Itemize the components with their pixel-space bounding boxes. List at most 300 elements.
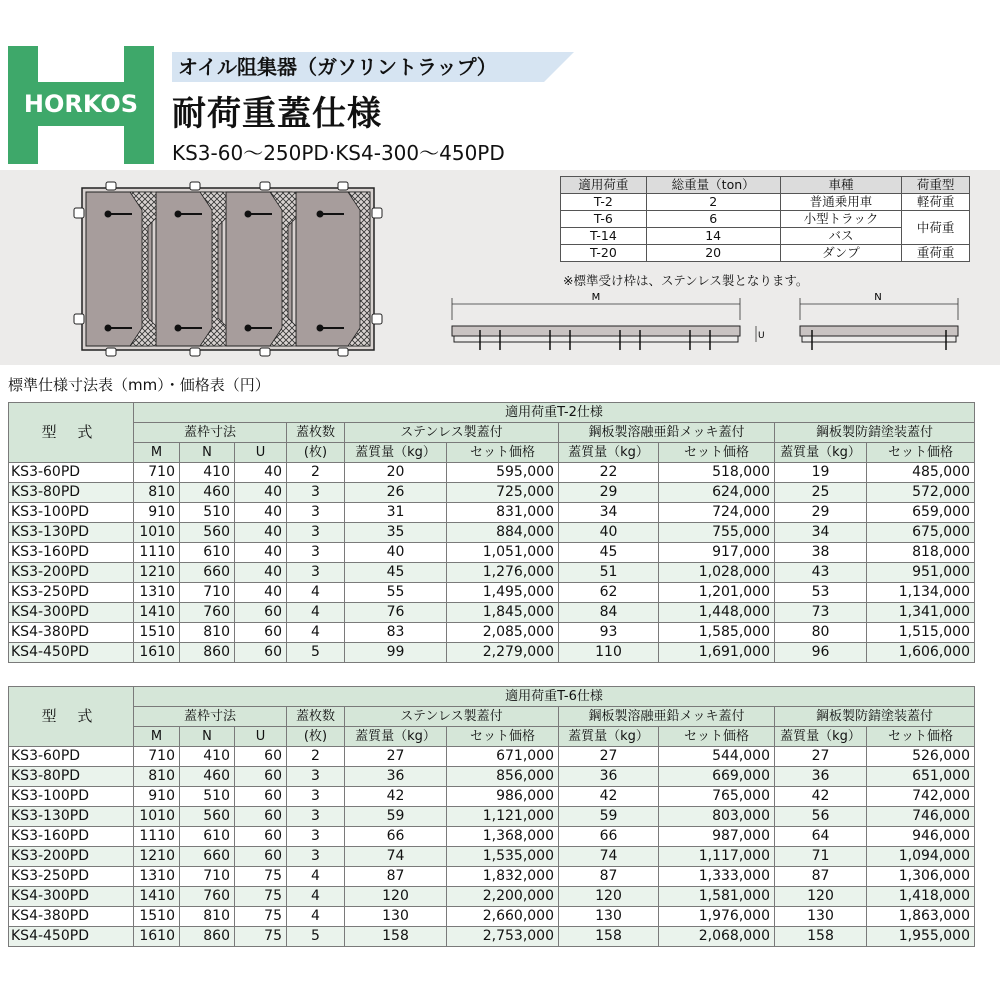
set-price-header: セット価格 [447, 727, 559, 747]
vehicle-cell: バス [780, 228, 902, 245]
galvanized-weight-cell: 158 [559, 927, 659, 947]
painted-weight-cell: 158 [775, 927, 867, 947]
painted-price-cell: 1,418,000 [867, 887, 975, 907]
painted-weight-cell: 87 [775, 867, 867, 887]
painted-price-cell: 675,000 [867, 523, 975, 543]
dim-u-cell: 75 [235, 867, 287, 887]
frame-note: ※標準受け枠は、ステンレス製となります。 [563, 273, 809, 288]
table-row [9, 927, 975, 947]
stainless-weight-cell: 55 [345, 583, 447, 603]
dim-u-cell: 40 [235, 523, 287, 543]
stainless-price-cell: 2,753,000 [447, 927, 559, 947]
logo-text: HORKOS [23, 90, 139, 118]
cover-count-cell: 4 [287, 907, 345, 927]
section-label: 標準仕様寸法表（mm）・価格表（円） [8, 376, 270, 394]
dim-m-cell: 1010 [134, 807, 180, 827]
table-row [9, 767, 975, 787]
stainless-price-cell: 884,000 [447, 523, 559, 543]
stainless-price-cell: 671,000 [447, 747, 559, 767]
model-cell: KS3-60PD [9, 747, 134, 767]
stainless-price-cell: 1,495,000 [447, 583, 559, 603]
stainless-price-cell: 725,000 [447, 483, 559, 503]
spec-table-t2 [8, 402, 975, 663]
model-cell: KS4-300PD [9, 887, 134, 907]
dim-n-cell: 760 [180, 603, 235, 623]
stainless-price-cell: 1,845,000 [447, 603, 559, 623]
stainless-price-cell: 2,660,000 [447, 907, 559, 927]
dim-m-cell: 1510 [134, 907, 180, 927]
dim-u-cell: 60 [235, 643, 287, 663]
painted-weight-cell: 130 [775, 907, 867, 927]
stainless-weight-cell: 158 [345, 927, 447, 947]
cover-panels [86, 192, 370, 346]
dim-n-cell: 460 [180, 483, 235, 503]
table-row [9, 543, 975, 563]
table-row [9, 463, 975, 483]
galvanized-weight-cell: 40 [559, 523, 659, 543]
dim-m-cell: 710 [134, 463, 180, 483]
weight-header: 総重量（ton） [646, 177, 780, 194]
dim-m-cell: 1410 [134, 887, 180, 907]
set-price-header: セット価格 [659, 443, 775, 463]
load-header: 適用荷重 [561, 177, 647, 194]
dim-m-cell: 710 [134, 747, 180, 767]
galvanized-price-cell: 803,000 [659, 807, 775, 827]
load-cell: T-14 [561, 228, 647, 245]
frame-dims-header: 蓋枠寸法 [134, 423, 287, 443]
cover-count-cell: 3 [287, 827, 345, 847]
painted-weight-cell: 29 [775, 503, 867, 523]
dim-u-cell: 75 [235, 927, 287, 947]
dim-m-cell: 1210 [134, 563, 180, 583]
galvanized-price-cell: 1,201,000 [659, 583, 775, 603]
weight-cell: 6 [646, 211, 780, 228]
galvanized-price-cell: 1,333,000 [659, 867, 775, 887]
dim-n-cell: 660 [180, 563, 235, 583]
vehicle-cell: 普通乗用車 [780, 194, 902, 211]
lid-weight-header: 蓋質量（kg） [559, 443, 659, 463]
horkos-logo [8, 46, 154, 164]
page-subtitle: オイル阻集器（ガソリントラップ） [178, 55, 497, 79]
painted-weight-cell: 73 [775, 603, 867, 623]
dim-m-cell: 1110 [134, 543, 180, 563]
painted-price-cell: 818,000 [867, 543, 975, 563]
galvanized-weight-cell: 27 [559, 747, 659, 767]
stainless-price-cell: 595,000 [447, 463, 559, 483]
dim-n-cell: 410 [180, 747, 235, 767]
galvanized-weight-cell: 87 [559, 867, 659, 887]
galvanized-price-cell: 987,000 [659, 827, 775, 847]
galvanized-weight-cell: 120 [559, 887, 659, 907]
dim-u-cell: 40 [235, 543, 287, 563]
cover-count-cell: 3 [287, 483, 345, 503]
table-row [9, 787, 975, 807]
dim-u-cell: 60 [235, 767, 287, 787]
painted-price-cell: 1,094,000 [867, 847, 975, 867]
cover-count-cell: 5 [287, 927, 345, 947]
model-cell: KS4-380PD [9, 907, 134, 927]
set-price-header: セット価格 [867, 727, 975, 747]
model-header: 型 式 [9, 403, 134, 463]
model-range: KS3-60～250PD·KS4-300～450PD [172, 141, 505, 165]
painted-weight-cell: 43 [775, 563, 867, 583]
dim-m-cell: 1610 [134, 927, 180, 947]
painted-price-cell: 746,000 [867, 807, 975, 827]
weight-cell: 14 [646, 228, 780, 245]
stainless-weight-cell: 99 [345, 643, 447, 663]
dim-m-cell: 1310 [134, 867, 180, 887]
stainless-header: ステンレス製蓋付 [345, 707, 559, 727]
table-row [9, 603, 975, 623]
table-row [9, 563, 975, 583]
model-cell: KS3-200PD [9, 847, 134, 867]
galvanized-weight-cell: 29 [559, 483, 659, 503]
cover-count-cell: 3 [287, 767, 345, 787]
galvanized-weight-cell: 66 [559, 827, 659, 847]
painted-price-cell: 1,863,000 [867, 907, 975, 927]
dim-n-cell: 810 [180, 907, 235, 927]
spec-title: 適用荷重T-6仕様 [134, 687, 975, 707]
painted-price-cell: 951,000 [867, 563, 975, 583]
stainless-weight-cell: 20 [345, 463, 447, 483]
model-cell: KS3-100PD [9, 787, 134, 807]
dim-n-cell: 410 [180, 463, 235, 483]
cover-count-cell: 4 [287, 583, 345, 603]
painted-weight-cell: 34 [775, 523, 867, 543]
galvanized-header: 鋼板製溶融亜鉛メッキ蓋付 [559, 707, 775, 727]
stainless-weight-cell: 66 [345, 827, 447, 847]
set-price-header: セット価格 [659, 727, 775, 747]
stainless-price-cell: 2,085,000 [447, 623, 559, 643]
dim-n-cell: 810 [180, 623, 235, 643]
lid-weight-header: 蓋質量（kg） [345, 727, 447, 747]
cover-count-cell: 2 [287, 463, 345, 483]
galvanized-weight-cell: 74 [559, 847, 659, 867]
galvanized-price-cell: 917,000 [659, 543, 775, 563]
painted-weight-cell: 38 [775, 543, 867, 563]
spec-title: 適用荷重T-2仕様 [134, 403, 975, 423]
galvanized-price-cell: 1,448,000 [659, 603, 775, 623]
cover-count-unit: (枚) [287, 443, 345, 463]
stainless-price-cell: 1,832,000 [447, 867, 559, 887]
galvanized-weight-cell: 110 [559, 643, 659, 663]
stainless-weight-cell: 40 [345, 543, 447, 563]
type-cell: 重荷重 [902, 245, 970, 262]
spec-table-t6 [8, 686, 975, 947]
painted-weight-cell: 53 [775, 583, 867, 603]
table-row [9, 827, 975, 847]
vehicle-cell: 小型トラック [780, 211, 902, 228]
load-cell: T-20 [561, 245, 647, 262]
page-title: 耐荷重蓋仕様 [172, 94, 382, 134]
stainless-price-cell: 2,279,000 [447, 643, 559, 663]
stainless-price-cell: 1,121,000 [447, 807, 559, 827]
load-cell: T-6 [561, 211, 647, 228]
galvanized-weight-cell: 22 [559, 463, 659, 483]
stainless-weight-cell: 76 [345, 603, 447, 623]
table-row [9, 907, 975, 927]
painted-price-cell: 1,306,000 [867, 867, 975, 887]
painted-price-cell: 485,000 [867, 463, 975, 483]
painted-weight-cell: 71 [775, 847, 867, 867]
load-class-table [560, 176, 970, 262]
model-cell: KS3-130PD [9, 523, 134, 543]
lid-weight-header: 蓋質量（kg） [345, 443, 447, 463]
table-row [9, 887, 975, 907]
side-view-drawings [440, 290, 965, 362]
model-cell: KS3-100PD [9, 503, 134, 523]
model-cell: KS3-80PD [9, 767, 134, 787]
painted-price-cell: 1,955,000 [867, 927, 975, 947]
stainless-weight-cell: 31 [345, 503, 447, 523]
dim-u-cell: 60 [235, 623, 287, 643]
cover-count-header: 蓋枚数 [287, 423, 345, 443]
painted-price-cell: 659,000 [867, 503, 975, 523]
dim-u-cell: 40 [235, 583, 287, 603]
table-row [9, 747, 975, 767]
galvanized-weight-cell: 51 [559, 563, 659, 583]
cover-count-cell: 4 [287, 887, 345, 907]
dim-m-cell: 1510 [134, 623, 180, 643]
dim-u-cell: 60 [235, 827, 287, 847]
stainless-price-cell: 2,200,000 [447, 887, 559, 907]
dim-u-cell: 60 [235, 603, 287, 623]
dim-n-cell: 610 [180, 543, 235, 563]
dim-n-cell: 760 [180, 887, 235, 907]
galvanized-weight-cell: 42 [559, 787, 659, 807]
stainless-weight-cell: 35 [345, 523, 447, 543]
galvanized-weight-cell: 84 [559, 603, 659, 623]
cover-count-cell: 3 [287, 503, 345, 523]
model-cell: KS3-160PD [9, 827, 134, 847]
painted-price-cell: 1,606,000 [867, 643, 975, 663]
cover-count-cell: 3 [287, 523, 345, 543]
weight-cell: 2 [646, 194, 780, 211]
dim-u-cell: 60 [235, 747, 287, 767]
stainless-weight-cell: 87 [345, 867, 447, 887]
model-cell: KS3-250PD [9, 583, 134, 603]
galvanized-price-cell: 1,976,000 [659, 907, 775, 927]
dim-n-cell: 710 [180, 583, 235, 603]
dim-m-cell: 1210 [134, 847, 180, 867]
stainless-weight-cell: 27 [345, 747, 447, 767]
galvanized-price-cell: 1,117,000 [659, 847, 775, 867]
model-cell: KS3-80PD [9, 483, 134, 503]
model-cell: KS3-250PD [9, 867, 134, 887]
n-header: N [180, 443, 235, 463]
model-cell: KS3-130PD [9, 807, 134, 827]
model-cell: KS3-200PD [9, 563, 134, 583]
stainless-price-cell: 1,276,000 [447, 563, 559, 583]
painted-price-cell: 742,000 [867, 787, 975, 807]
dim-u-cell: 40 [235, 463, 287, 483]
galvanized-weight-cell: 62 [559, 583, 659, 603]
galvanized-price-cell: 2,068,000 [659, 927, 775, 947]
lid-weight-header: 蓋質量（kg） [775, 443, 867, 463]
model-cell: KS3-60PD [9, 463, 134, 483]
cover-count-cell: 3 [287, 563, 345, 583]
stainless-price-cell: 1,535,000 [447, 847, 559, 867]
cover-count-cell: 4 [287, 867, 345, 887]
vehicle-header: 車種 [780, 177, 902, 194]
dim-n-cell: 710 [180, 867, 235, 887]
lid-weight-header: 蓋質量（kg） [775, 727, 867, 747]
table-row [9, 643, 975, 663]
galvanized-price-cell: 755,000 [659, 523, 775, 543]
weight-cell: 20 [646, 245, 780, 262]
table-row [9, 867, 975, 887]
galvanized-price-cell: 1,581,000 [659, 887, 775, 907]
galvanized-weight-cell: 59 [559, 807, 659, 827]
dim-m-cell: 810 [134, 483, 180, 503]
dim-n-cell: 660 [180, 847, 235, 867]
model-cell: KS4-450PD [9, 643, 134, 663]
cover-count-unit: (枚) [287, 727, 345, 747]
cover-count-cell: 4 [287, 623, 345, 643]
painted-weight-cell: 19 [775, 463, 867, 483]
u-header: U [235, 443, 287, 463]
painted-price-cell: 1,341,000 [867, 603, 975, 623]
painted-weight-cell: 96 [775, 643, 867, 663]
dim-n-cell: 610 [180, 827, 235, 847]
galvanized-weight-cell: 34 [559, 503, 659, 523]
dim-u-cell: 40 [235, 483, 287, 503]
dim-u-cell: 60 [235, 787, 287, 807]
painted-weight-cell: 56 [775, 807, 867, 827]
galvanized-weight-cell: 93 [559, 623, 659, 643]
dim-u-cell: 40 [235, 503, 287, 523]
stainless-price-cell: 1,051,000 [447, 543, 559, 563]
dim-m-cell: 1110 [134, 827, 180, 847]
table-row [9, 483, 975, 503]
galvanized-weight-cell: 130 [559, 907, 659, 927]
galvanized-weight-cell: 36 [559, 767, 659, 787]
model-cell: KS4-380PD [9, 623, 134, 643]
dim-m-cell: 1310 [134, 583, 180, 603]
stainless-weight-cell: 74 [345, 847, 447, 867]
painted-weight-cell: 25 [775, 483, 867, 503]
galvanized-price-cell: 544,000 [659, 747, 775, 767]
dim-n-cell: 860 [180, 643, 235, 663]
galvanized-price-cell: 1,691,000 [659, 643, 775, 663]
m-header: M [134, 727, 180, 747]
painted-weight-cell: 120 [775, 887, 867, 907]
table-row [9, 523, 975, 543]
galvanized-price-cell: 1,585,000 [659, 623, 775, 643]
dim-m-cell: 810 [134, 767, 180, 787]
cover-count-cell: 4 [287, 603, 345, 623]
painted-weight-cell: 64 [775, 827, 867, 847]
load-cell: T-2 [561, 194, 647, 211]
set-price-header: セット価格 [447, 443, 559, 463]
m-header: M [134, 443, 180, 463]
painted-weight-cell: 42 [775, 787, 867, 807]
cover-count-cell: 3 [287, 847, 345, 867]
cover-count-cell: 2 [287, 747, 345, 767]
table-row [9, 623, 975, 643]
u-header: U [235, 727, 287, 747]
stainless-weight-cell: 45 [345, 563, 447, 583]
dim-u-cell: 60 [235, 847, 287, 867]
dim-n-cell: 560 [180, 807, 235, 827]
dim-label-n: N [874, 292, 882, 303]
stainless-price-cell: 831,000 [447, 503, 559, 523]
painted-price-cell: 651,000 [867, 767, 975, 787]
stainless-weight-cell: 83 [345, 623, 447, 643]
dim-n-cell: 510 [180, 503, 235, 523]
table-row [9, 807, 975, 827]
dim-u-cell: 40 [235, 563, 287, 583]
type-cell: 中荷重 [902, 211, 970, 245]
stainless-price-cell: 856,000 [447, 767, 559, 787]
painted-price-cell: 946,000 [867, 827, 975, 847]
painted-price-cell: 572,000 [867, 483, 975, 503]
dim-m-cell: 910 [134, 787, 180, 807]
table-row [9, 847, 975, 867]
stainless-header: ステンレス製蓋付 [345, 423, 559, 443]
model-header: 型 式 [9, 687, 134, 747]
galvanized-price-cell: 669,000 [659, 767, 775, 787]
lid-weight-header: 蓋質量（kg） [559, 727, 659, 747]
cover-top-view-drawing [70, 178, 390, 360]
stainless-price-cell: 1,368,000 [447, 827, 559, 847]
model-cell: KS3-160PD [9, 543, 134, 563]
stainless-weight-cell: 26 [345, 483, 447, 503]
galvanized-price-cell: 724,000 [659, 503, 775, 523]
painted-price-cell: 526,000 [867, 747, 975, 767]
frame-dims-header: 蓋枠寸法 [134, 707, 287, 727]
painted-weight-cell: 27 [775, 747, 867, 767]
dim-m-cell: 1410 [134, 603, 180, 623]
model-cell: KS4-300PD [9, 603, 134, 623]
dim-m-cell: 1010 [134, 523, 180, 543]
galvanized-price-cell: 1,028,000 [659, 563, 775, 583]
stainless-weight-cell: 59 [345, 807, 447, 827]
dim-m-cell: 1610 [134, 643, 180, 663]
cover-count-cell: 3 [287, 807, 345, 827]
table-row [9, 503, 975, 523]
table-row [9, 583, 975, 603]
dim-n-cell: 510 [180, 787, 235, 807]
painted-price-cell: 1,515,000 [867, 623, 975, 643]
painted-header: 鋼板製防錆塗装蓋付 [775, 423, 975, 443]
painted-weight-cell: 80 [775, 623, 867, 643]
stainless-weight-cell: 42 [345, 787, 447, 807]
stainless-weight-cell: 36 [345, 767, 447, 787]
type-header: 荷重型 [902, 177, 970, 194]
model-cell: KS4-450PD [9, 927, 134, 947]
painted-price-cell: 1,134,000 [867, 583, 975, 603]
dim-label-m: M [591, 292, 601, 303]
stainless-weight-cell: 120 [345, 887, 447, 907]
cover-count-header: 蓋枚数 [287, 707, 345, 727]
set-price-header: セット価格 [867, 443, 975, 463]
dim-label-u: U [758, 331, 765, 341]
galvanized-price-cell: 624,000 [659, 483, 775, 503]
dim-u-cell: 75 [235, 887, 287, 907]
type-cell: 軽荷重 [902, 194, 970, 211]
galvanized-header: 鋼板製溶融亜鉛メッキ蓋付 [559, 423, 775, 443]
galvanized-price-cell: 765,000 [659, 787, 775, 807]
n-header: N [180, 727, 235, 747]
dim-u-cell: 75 [235, 907, 287, 927]
dim-n-cell: 560 [180, 523, 235, 543]
dim-n-cell: 860 [180, 927, 235, 947]
cover-count-cell: 3 [287, 543, 345, 563]
painted-header: 鋼板製防錆塗装蓋付 [775, 707, 975, 727]
galvanized-price-cell: 518,000 [659, 463, 775, 483]
dim-m-cell: 910 [134, 503, 180, 523]
